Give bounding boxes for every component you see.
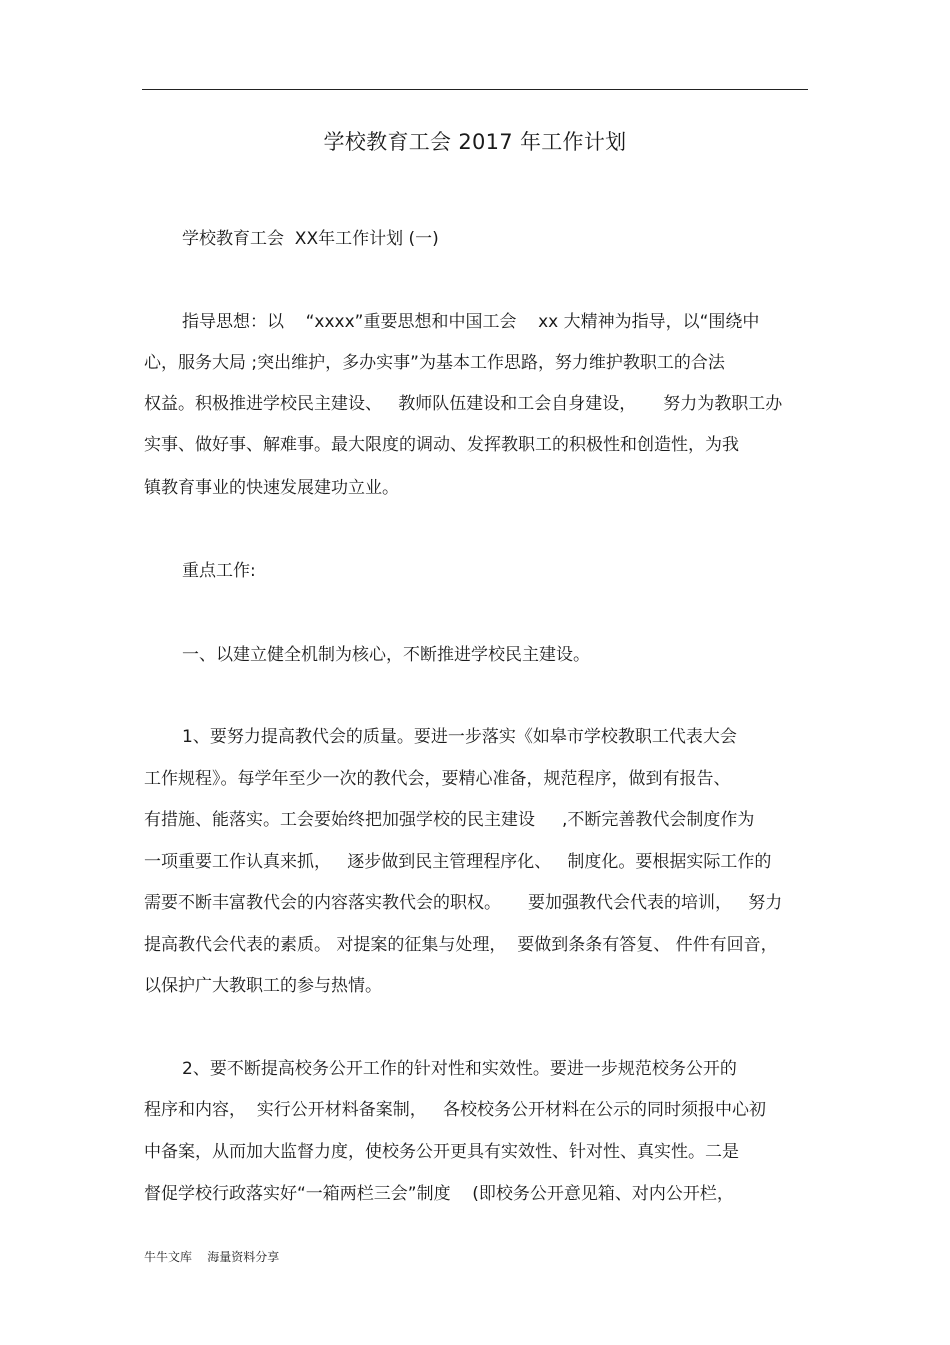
header-rule [142,89,808,90]
page-footer: 牛牛文库 海量资料分享 [144,1250,280,1264]
paragraph-line: 提高教代会代表的素质。 对提案的征集与处理， 要做到条条有答复、 件件有回音， [144,935,778,955]
paragraph-line: 权益。积极推进学校民主建设、 教师队伍建设和工会自身建设， 努力为教职工办 [144,394,783,414]
paragraph-line: 指导思想：以 “xxxx”重要思想和中国工会 xx 大精神为指导，以“围绕中 [182,312,760,332]
section-heading: 一、以建立健全机制为核心，不断推进学校民主建设。 [182,645,590,665]
paragraph-line: 一项重要工作认真来抓， 逐步做到民主管理程序化、 制度化。要根据实际工作的 [144,852,772,872]
paragraph-line: 工作规程》。每学年至少一次的教代会，要精心准备，规范程序，做到有报告、 [144,769,731,789]
paragraph-line: 镇教育事业的快速发展建功立业。 [144,478,399,498]
document-title: 学校教育工会 2017 年工作计划 [323,130,627,154]
paragraph-line: 2、要不断提高校务公开工作的针对性和实效性。要进一步规范校务公开的 [182,1059,737,1079]
paragraph-line: 1、要努力提高教代会的质量。要进一步落实《如皋市学校教职工代表大会 [182,727,737,747]
subtitle: 学校教育工会 XX年工作计划 (一) [182,229,439,249]
paragraph-line: 心，服务大局 ;突出维护，多办实事”为基本工作思路，努力维护教职工的合法 [144,353,725,373]
paragraph-line: 以保护广大教职工的参与热情。 [144,976,382,996]
paragraph-line: 需要不断丰富教代会的内容落实教代会的职权。 要加强教代会代表的培训， 努力 [144,893,783,913]
paragraph-line: 实事、做好事、解难事。最大限度的调动、发挥教职工的积极性和创造性，为我 [144,435,739,455]
paragraph-line: 督促学校行政落实好“一箱两栏三会”制度 (即校务公开意见箱、对内公开栏， [144,1184,734,1204]
paragraph-line: 有措施、能落实。工会要始终把加强学校的民主建设 ,不断完善教代会制度作为 [144,810,755,830]
section-heading: 重点工作: [182,561,256,581]
paragraph-line: 程序和内容， 实行公开材料备案制， 各校校务公开材料在公示的同时须报中心初 [144,1100,767,1120]
paragraph-line: 中备案，从而加大监督力度，使校务公开更具有实效性、针对性、真实性。二是 [144,1142,739,1162]
